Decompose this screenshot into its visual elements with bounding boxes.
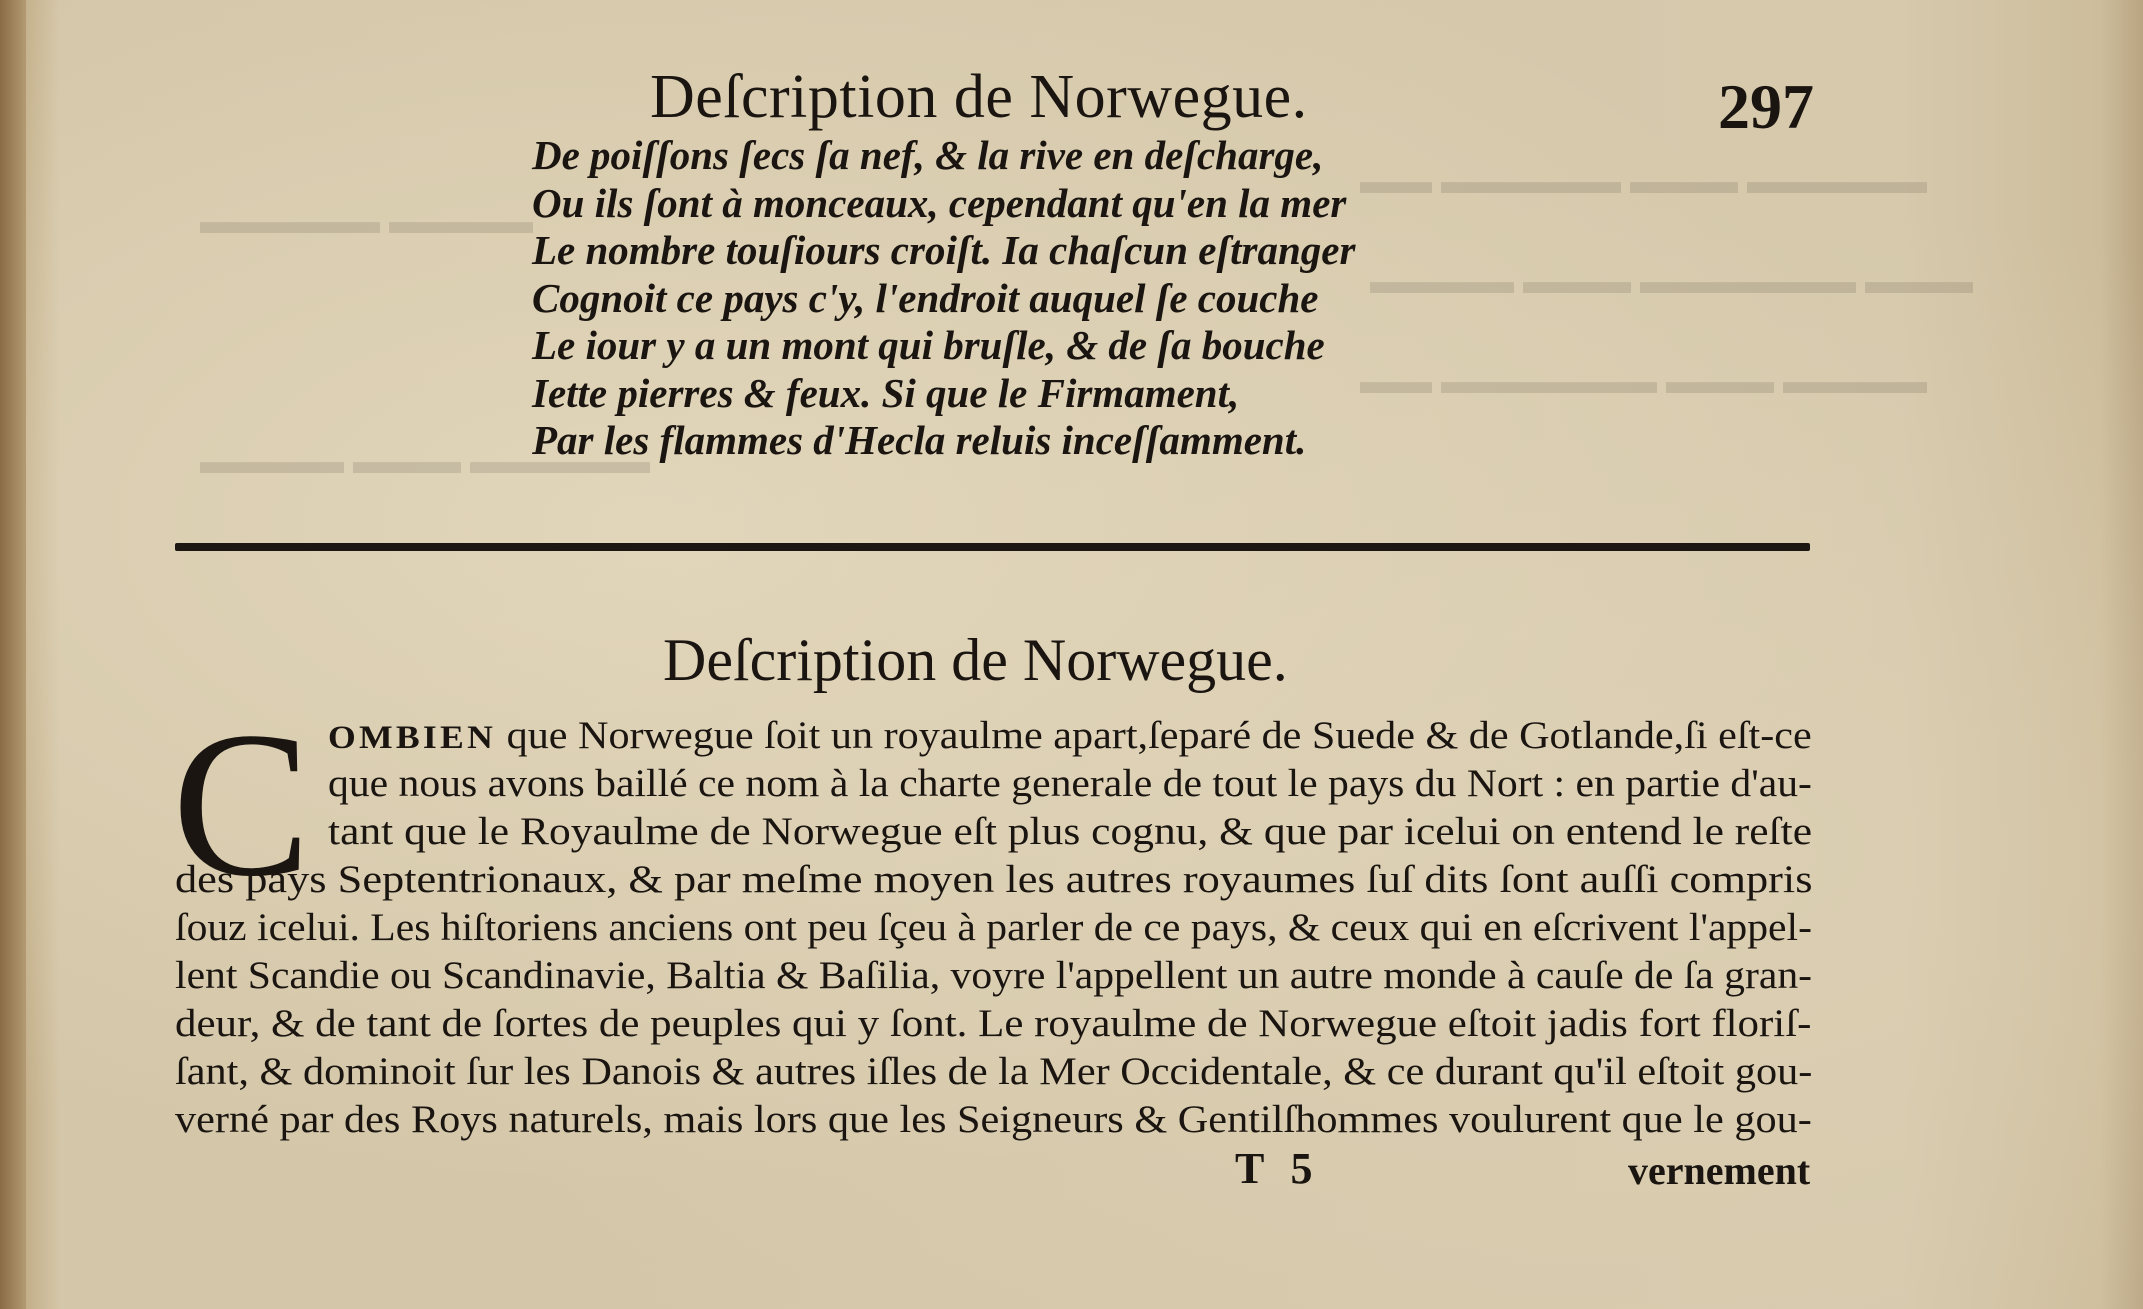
- page-number: 297: [1718, 71, 1814, 142]
- show-through-shadow: ▬▬▬▬▬ ▬▬▬ ▬▬▬▬: [200, 441, 650, 481]
- poem-line: Le nombre touſiours croiſt. Ia chaſcun eſtranger: [532, 227, 1356, 273]
- show-through-shadow: ▬▬▬ ▬▬▬▬▬▬ ▬▬▬ ▬▬▬▬: [1370, 261, 1973, 301]
- poem-line: Cognoit ce pays c'y, l'endroit auquel ſe couche: [532, 274, 1319, 321]
- body-line: verné par des Roys naturels, mais lors que les Seigneurs & Gentilſhommes voulurent que le gou-: [175, 1098, 1812, 1141]
- catchword: vernement: [1628, 1148, 1811, 1193]
- body-line: deur, & de tant de ſortes de peuples qui y ſont. Le royaulme de Norwegue eſtoit jadis fort floriſ-: [175, 1002, 1812, 1045]
- running-title: Deſcription de Norwegue.: [650, 63, 1308, 131]
- show-through-shadow: ▬▬▬▬ ▬▬▬▬▬: [200, 201, 533, 241]
- poem-line: De poiſſons ſecs ſa nef, & la rive en deſcharge,: [532, 132, 1324, 178]
- body-line: tant que le Royaulme de Norwegue eſt plus cognu, & que par icelui on entend le reſte: [328, 810, 1812, 853]
- poem-line: Par les flammes d'Hecla reluis inceſſamment.: [532, 417, 1307, 463]
- body-line: ſouz icelui. Les hiſtoriens anciens ont peu ſçeu à parler de ce pays, & ceux qui en eſcrivent l'appel-: [175, 906, 1812, 949]
- body-line: [328, 713, 1812, 758]
- poem-line: Le iour y a un mont qui bruſle, & de ſa bouche: [532, 322, 1325, 368]
- body-line: ſant, & dominoit ſur les Danois & autres iſles de la Mer Occidentale, & ce durant qu'il eſtoit gou-: [175, 1050, 1813, 1093]
- body-line: des pays Septentrionaux, & par meſme moyen les autres royaumes ſuſ dits ſont auſſi compris: [175, 858, 1813, 901]
- body-line-text: que Norwegue ſoit un royaulme apart,ſeparé de Suede & de Gotlande,ſi eſt-ce: [506, 714, 1812, 757]
- drop-cap: C: [172, 689, 311, 919]
- signature-mark: T 5: [1235, 1144, 1321, 1193]
- show-through-shadow: ▬▬▬▬▬ ▬▬▬ ▬▬▬▬▬ ▬▬: [1360, 161, 1927, 201]
- poem-line: Ou ils ſont à monceaux, cependant qu'en la mer: [532, 179, 1347, 226]
- show-through-shadow: ▬▬▬▬ ▬▬▬ ▬▬▬▬▬▬ ▬▬: [1360, 361, 1927, 401]
- first-word-small-caps: OMBIEN: [328, 720, 497, 756]
- body-line: que nous avons baillé ce nom à la charte generale de tout le pays du Nort : en partie d'au-: [328, 762, 1812, 805]
- poem-stanza: [532, 132, 1355, 465]
- section-divider-rule: [175, 543, 1810, 551]
- body-line: lent Scandie ou Scandinavie, Baltia & Baſilia, voyre l'appellent un autre monde à cauſe de ſa gran-: [175, 954, 1812, 997]
- poem-line: Iette pierres & feux. Si que le Firmament,: [532, 369, 1240, 416]
- section-title: Deſcription de Norwegue.: [663, 627, 1288, 693]
- page-binding-edge: [0, 0, 26, 1309]
